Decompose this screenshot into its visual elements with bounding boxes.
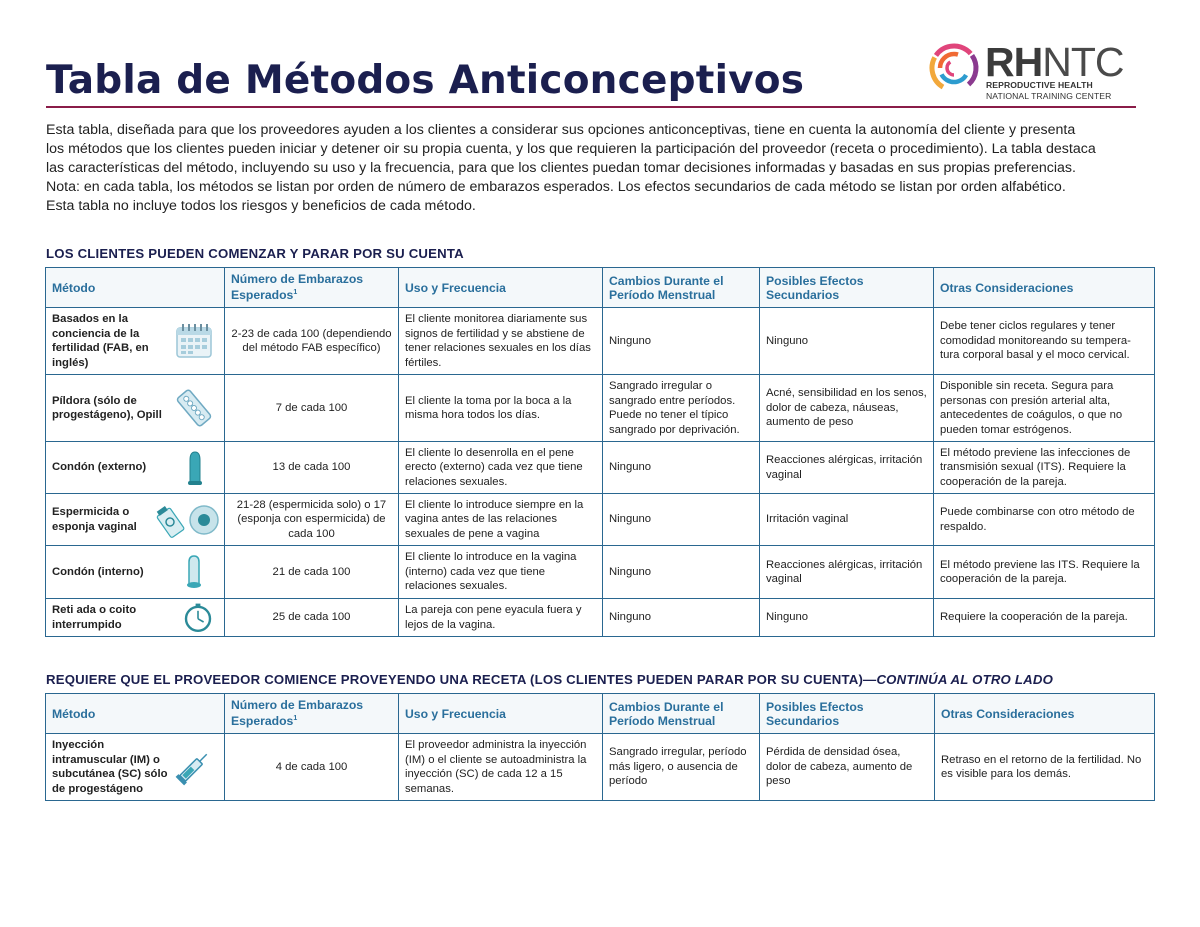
intro-line: Esta tabla, diseñada para que los proveedores ayuden a los clientes a considerar sus opciones anticonceptivas, tiene en cuenta la autonomía del cliente y presenta bbox=[46, 122, 1076, 138]
timer-icon bbox=[182, 602, 214, 634]
bleeding-cell: Ninguno bbox=[603, 494, 760, 546]
table-header-row bbox=[46, 268, 1155, 308]
external-condom-icon bbox=[174, 448, 214, 488]
table-row bbox=[46, 734, 1155, 801]
use-cell: El cliente lo introduce siempre en la vagina antes de las relaciones sexuales de pene a vagina bbox=[399, 494, 603, 546]
calendar-icon bbox=[174, 321, 214, 361]
pregnancies-cell: 21 de cada 100 bbox=[225, 546, 399, 599]
continued-note: CONTINÚA AL OTRO LADO bbox=[876, 672, 1054, 687]
section-2-heading: REQUIERE QUE EL PROVEEDOR COMIENCE PROVEYENDO UNA RECETA (LOS CLIENTES PUEDEN PARAR POR SU CUENTA)—CONTINÚA AL OTRO LADO bbox=[46, 672, 1054, 687]
other-cell: El método previene las infecciones de transmisión sexual (ITS). Requiere la cooperación de la pareja. bbox=[934, 442, 1155, 494]
intro-line: Nota: en cada tabla, los métodos se listan por orden de número de embarazos esperados. Los efectos secundarios de cada método se listan por orden alfabético. bbox=[46, 179, 1066, 195]
use-cell: El proveedor administra la inyección (IM) o el cliente se autoadministra la inyección (SC) de cada 12 a 15 semanas. bbox=[399, 734, 603, 801]
col-header-side-effects: Posibles Efectos Secundarios bbox=[760, 268, 934, 308]
title-divider bbox=[46, 106, 1136, 108]
other-cell: El método previene las ITS. Requiere la cooperación de la pareja. bbox=[934, 546, 1155, 599]
use-cell: El cliente monitorea diariamente sus signos de fertilidad y se abstiene de tener relaciones sexuales en los días fértiles. bbox=[399, 308, 603, 375]
col-header-use: Uso y Frecuencia bbox=[399, 694, 603, 734]
bleeding-cell: Ninguno bbox=[603, 599, 760, 637]
method-cell: Inyección intramuscular (IM) o subcutánea (SC) sólo de progestágeno bbox=[46, 734, 225, 801]
bleeding-cell: Sangrado irregular o sangrado entre períodos. Puede no tener el típico sangrado por deprivación. bbox=[603, 375, 760, 442]
internal-condom-icon bbox=[174, 552, 214, 592]
side-effects-cell: Ninguno bbox=[760, 599, 934, 637]
use-cell: El cliente lo introduce en la vagina (interno) cada vez que tiene relaciones sexuales. bbox=[399, 546, 603, 599]
pill-pack-icon bbox=[174, 388, 214, 428]
other-cell: Retraso en el retorno de la fertilidad. No es visible para los demás. bbox=[935, 734, 1155, 801]
side-effects-cell: Reacciones alérgicas, irritación vaginal bbox=[760, 546, 934, 599]
spermicide-sponge-icon bbox=[156, 500, 220, 540]
use-cell: El cliente la toma por la boca a la misma hora todos los días. bbox=[399, 375, 603, 442]
side-effects-cell: Ninguno bbox=[760, 308, 934, 375]
provider-start-methods-table bbox=[45, 693, 1155, 801]
col-header-bleeding: Cambios Durante el Período Menstrual bbox=[603, 694, 760, 734]
pregnancies-cell: 4 de cada 100 bbox=[225, 734, 399, 801]
col-header-use: Uso y Frecuencia bbox=[399, 268, 603, 308]
method-cell: Píldora (sólo de progestágeno), Opill bbox=[46, 375, 225, 442]
other-cell: Puede combinarse con otro método de respaldo. bbox=[934, 494, 1155, 546]
table-row bbox=[46, 442, 1155, 494]
use-cell: El cliente lo desenrolla en el pene erecto (externo) cada vez que tiene relaciones sexuales. bbox=[399, 442, 603, 494]
bleeding-cell: Ninguno bbox=[603, 308, 760, 375]
self-start-methods-table bbox=[45, 267, 1155, 637]
table-row bbox=[46, 546, 1155, 599]
side-effects-cell: Pérdida de densidad ósea, dolor de cabeza, aumento de peso bbox=[760, 734, 935, 801]
pregnancies-cell: 2-23 de cada 100 (dependiendo del método FAB específico) bbox=[225, 308, 399, 375]
bleeding-cell: Ninguno bbox=[603, 546, 760, 599]
other-cell: Requiere la cooperación de la pareja. bbox=[934, 599, 1155, 637]
col-header-method: Método bbox=[46, 268, 225, 308]
use-cell: La pareja con pene eyacula fuera y lejos de la vagina. bbox=[399, 599, 603, 637]
method-cell: Reti ada o coito interrumpido bbox=[46, 599, 225, 637]
side-effects-cell: Acné, sensibilidad en los senos, dolor de cabeza, náuseas, aumento de peso bbox=[760, 375, 934, 442]
logo-mark-icon bbox=[928, 42, 980, 94]
method-cell: Basados en la conciencia de la fertilidad (FAB, en inglés) bbox=[46, 308, 225, 375]
col-header-pregnancies: Número de Embarazos Esperados$^1$ bbox=[225, 694, 399, 734]
pregnancies-cell: 25 de cada 100 bbox=[225, 599, 399, 637]
side-effects-cell: Irritación vaginal bbox=[760, 494, 934, 546]
method-cell: Condón (interno) bbox=[46, 546, 225, 599]
rhntc-logo bbox=[928, 39, 1143, 104]
pregnancies-cell: 21-28 (espermicida solo) o 17 (esponja con espermicida) de cada 100 bbox=[225, 494, 399, 546]
pregnancies-cell: 13 de cada 100 bbox=[225, 442, 399, 494]
logo-subtitle-1: REPRODUCTIVE HEALTH bbox=[986, 80, 1093, 90]
col-header-side-effects: Posibles Efectos Secundarios bbox=[760, 694, 935, 734]
page-title: Tabla de Métodos Anticonceptivos bbox=[46, 58, 805, 103]
logo-wordmark: RHNTC bbox=[985, 39, 1124, 85]
method-cell: Espermicida o esponja vaginal bbox=[46, 494, 225, 546]
side-effects-cell: Reacciones alérgicas, irritación vaginal bbox=[760, 442, 934, 494]
bleeding-cell: Sangrado irregular, período más ligero, o ausencia de período bbox=[603, 734, 760, 801]
table-header-row bbox=[46, 694, 1155, 734]
table-row bbox=[46, 375, 1155, 442]
col-header-other: Otras Consideraciones bbox=[935, 694, 1155, 734]
syringe-icon bbox=[174, 747, 214, 787]
intro-line: los métodos que los clientes pueden iniciar y detener oir su propia cuenta, y los que requieren la participación del proveedor (receta o procedimiento). La tabla destaca bbox=[46, 141, 1096, 157]
other-cell: Disponible sin receta. Segura para personas con presión arterial alta, antecedentes de coágulos, o que no pueden tomar estrógenos. bbox=[934, 375, 1155, 442]
intro-line: las características del método, incluyendo su uso y la frecuencia, para que los clientes puedan tomar decisiones informadas y basadas en sus propias preferencias. bbox=[46, 160, 1076, 176]
other-cell: Debe tener ciclos regulares y tener comodidad monitoreando su tempera-tura corporal basal y el moco cervical. bbox=[934, 308, 1155, 375]
section-1-heading: LOS CLIENTES PUEDEN COMENZAR Y PARAR POR SU CUENTA bbox=[46, 246, 464, 261]
col-header-pregnancies: Número de Embarazos Esperados$^1$ bbox=[225, 268, 399, 308]
pregnancies-cell: 7 de cada 100 bbox=[225, 375, 399, 442]
method-cell: Condón (externo) bbox=[46, 442, 225, 494]
logo-subtitle-2: NATIONAL TRAINING CENTER bbox=[986, 91, 1112, 101]
col-header-bleeding: Cambios Durante el Período Menstrual bbox=[603, 268, 760, 308]
table-row bbox=[46, 494, 1155, 546]
intro-text bbox=[46, 121, 1156, 216]
bleeding-cell: Ninguno bbox=[603, 442, 760, 494]
col-header-other: Otras Consideraciones bbox=[934, 268, 1155, 308]
table-row bbox=[46, 599, 1155, 637]
col-header-method: Método bbox=[46, 694, 225, 734]
intro-line: Esta tabla no incluye todos los riesgos y beneficios de cada método. bbox=[46, 198, 476, 214]
table-row bbox=[46, 308, 1155, 375]
